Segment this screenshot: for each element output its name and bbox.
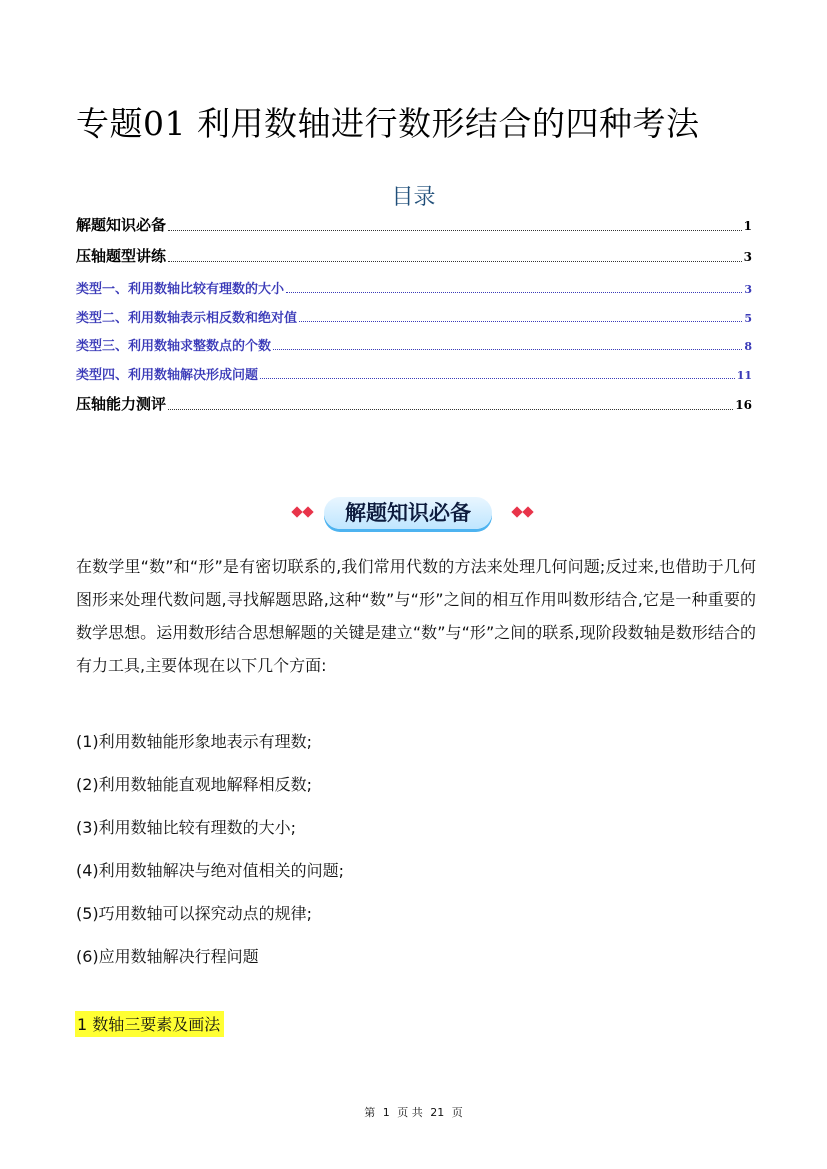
- page-title: 专题01 利用数轴进行数形结合的四种考法: [76, 104, 700, 143]
- intro-paragraph: 在数学里“数”和“形”是有密切联系的,我们常用代数的方法来处理几何问题;反过来,也借助于几何图形来处理代数问题,寻找解题思路,这种“数”与“形”之间的相互作用叫数形结合,它是一种重要的数学思想。运用数形结合思想解题的关键是建立“数”与“形”之间的联系,现阶段数轴是数形结合的有力工具,主要体现在以下几个方面:: [76, 557, 756, 675]
- footer-middle: 页 共: [397, 1106, 423, 1119]
- toc-entry-label: 压轴题型讲练: [76, 247, 167, 265]
- diamond-icon: [291, 506, 302, 517]
- toc-leader: [168, 409, 733, 410]
- diamond-icon: [522, 506, 533, 517]
- footer-page-number: 1: [382, 1106, 390, 1119]
- toc-entry[interactable]: [76, 335, 752, 354]
- toc-entry-label: 类型一、利用数轴比较有理数的大小: [76, 282, 285, 297]
- page-footer: [0, 1104, 827, 1120]
- list-item: (6)应用数轴解决行程问题: [76, 947, 259, 966]
- footer-prefix: 第: [364, 1106, 376, 1119]
- toc-leader: [168, 261, 742, 262]
- section-banner: [290, 497, 538, 533]
- toc-leader: [168, 230, 742, 231]
- toc-heading: 目录: [391, 185, 436, 210]
- toc-entry[interactable]: [76, 245, 752, 266]
- toc-entry[interactable]: [76, 278, 752, 297]
- toc-entry-label: 解题知识必备: [76, 216, 167, 234]
- toc-entry-page: 5: [744, 312, 752, 325]
- toc-entry-page: 16: [735, 398, 752, 412]
- toc-leader: [299, 321, 742, 322]
- diamond-icon: [511, 506, 522, 517]
- toc-entry-page: 8: [744, 340, 752, 353]
- toc-entry-page: 11: [736, 369, 752, 382]
- list-item: (2)利用数轴能直观地解释相反数;: [76, 775, 313, 794]
- toc-leader: [260, 378, 735, 379]
- banner-title: 解题知识必备: [345, 501, 471, 525]
- footer-total-pages: 21: [430, 1106, 445, 1119]
- toc-leader: [286, 292, 742, 293]
- list-item: (4)利用数轴解决与绝对值相关的问题;: [76, 861, 345, 880]
- toc-entry[interactable]: [76, 307, 752, 326]
- list-item: (3)利用数轴比较有理数的大小;: [76, 818, 297, 837]
- section-heading: 1 数轴三要素及画法: [75, 1011, 224, 1037]
- toc-entry-label: 类型四、利用数轴解决形成问题: [76, 368, 259, 383]
- toc-entry[interactable]: [76, 364, 752, 383]
- toc-leader: [273, 349, 742, 350]
- toc-entry-page: 3: [744, 283, 752, 296]
- diamond-icon: [302, 506, 313, 517]
- toc-entry[interactable]: [76, 393, 752, 414]
- toc-entry[interactable]: [76, 214, 752, 235]
- toc-entry-label: 类型二、利用数轴表示相反数和绝对值: [76, 311, 298, 326]
- toc-entry-page: 1: [743, 219, 752, 233]
- toc-entry-label: 压轴能力测评: [76, 395, 167, 413]
- list-item: (5)巧用数轴可以探究动点的规律;: [76, 904, 313, 923]
- footer-suffix: 页: [451, 1106, 463, 1119]
- list-item: (1)利用数轴能形象地表示有理数;: [76, 732, 313, 751]
- toc-entry-label: 类型三、利用数轴求整数点的个数: [76, 339, 272, 354]
- toc-entry-page: 3: [743, 250, 752, 264]
